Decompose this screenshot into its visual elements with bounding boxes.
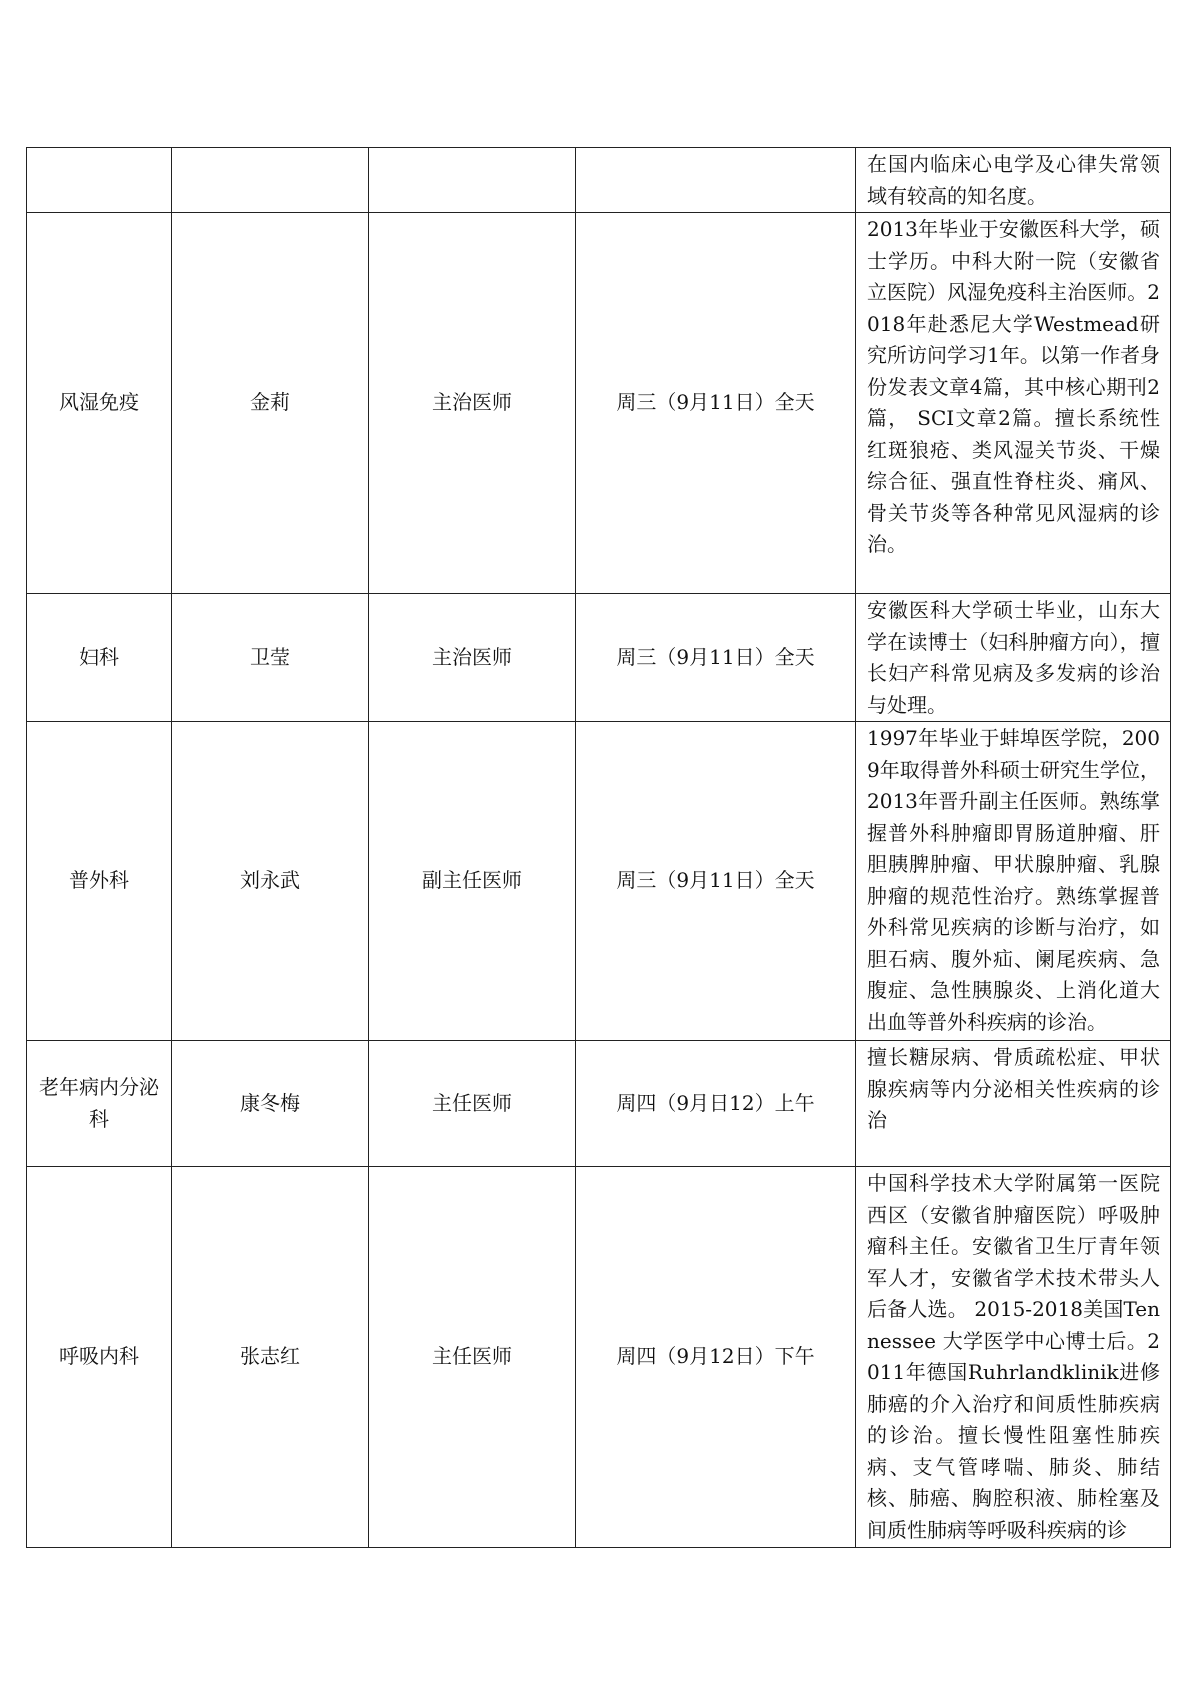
- doctor-description: 安徽医科大学硕士毕业，山东大学在读博士（妇科肿瘤方向），擅长妇产科常见病及多发病的诊治与处理。: [867, 598, 1160, 717]
- department-label: 呼吸内科: [59, 1344, 139, 1369]
- doctor-schedule-table: [26, 147, 1171, 1548]
- title-cell: [369, 722, 576, 1041]
- doctor-cell: [172, 1041, 369, 1167]
- doctor-name: 卫莹: [250, 644, 290, 669]
- title-cell: [369, 1167, 576, 1548]
- doctor-name: 张志红: [240, 1344, 300, 1369]
- table-row: [27, 148, 1171, 213]
- department-cell: [27, 213, 172, 594]
- time-cell: [576, 722, 856, 1041]
- table-row: [27, 1041, 1171, 1167]
- department-label: 风湿免疫: [59, 390, 139, 415]
- time-cell: [576, 1041, 856, 1167]
- doctor-cell: [172, 1167, 369, 1548]
- doctor-title: 主治医师: [432, 390, 512, 415]
- doctor-description: 1997年毕业于蚌埠医学院，2009年取得普外科硕士研究生学位，2013年晋升副主任医师。熟练掌握普外科肿瘤即胃肠道肿瘤、肝胆胰脾肿瘤、甲状腺肿瘤、乳腺肿瘤的规范性治疗。熟练掌握普外科常见疾病的诊断与治疗，如胆石病、腹外疝、阑尾疾病、急腹症、急性胰腺炎、上消化道大出血等普外科疾病的诊治。: [867, 726, 1160, 1034]
- title-cell: [369, 594, 576, 722]
- time-cell: [576, 1167, 856, 1548]
- doctor-title: 副主任医师: [422, 868, 522, 893]
- doctor-title: 主任医师: [432, 1090, 512, 1115]
- department-cell: [27, 148, 172, 213]
- doctor-cell: [172, 148, 369, 213]
- time-cell: [576, 594, 856, 722]
- table-row: [27, 722, 1171, 1041]
- description-cell: [856, 1041, 1171, 1167]
- doctor-cell: [172, 213, 369, 594]
- doctor-name: 康冬梅: [240, 1090, 300, 1115]
- department-cell: [27, 722, 172, 1041]
- doctor-name: 刘永武: [240, 868, 300, 893]
- description-cell: [856, 1167, 1171, 1548]
- description-cell: [856, 722, 1171, 1041]
- time-cell: [576, 213, 856, 594]
- doctor-description: 擅长糖尿病、骨质疏松症、甲状腺疾病等内分泌相关性疾病的诊治: [867, 1045, 1160, 1132]
- title-cell: [369, 1041, 576, 1167]
- department-cell: [27, 1041, 172, 1167]
- table-row: [27, 1167, 1171, 1548]
- table-row: [27, 594, 1171, 722]
- doctor-cell: [172, 594, 369, 722]
- doctor-title: 主治医师: [432, 644, 512, 669]
- clinic-time: 周四（9月12日）下午: [616, 1344, 815, 1369]
- description-cell: [856, 213, 1171, 594]
- doctor-description: 2013年毕业于安徽医科大学，硕士学历。中科大附一院（安徽省立医院）风湿免疫科主治医师。2018年赴悉尼大学Westmead研究所访问学习1年。以第一作者身份发表文章4篇，其中核心期刊2篇， SCI文章2篇。擅长系统性红斑狼疮、类风湿关节炎、干燥综合征、强直性脊柱炎、痛风、骨关节炎等各种常见风湿病的诊治。: [867, 217, 1160, 556]
- clinic-time: 周三（9月11日）全天: [616, 868, 815, 893]
- department-label: 普外科: [69, 868, 129, 893]
- doctor-description: 中国科学技术大学附属第一医院西区（安徽省肿瘤医院）呼吸肿瘤科主任。安徽省卫生厅青年领军人才，安徽省学术技术带头人后备人选。 2015-2018美国Tennessee 大学医学中心博士后。2011年德国Ruhrlandklinik进修肺癌的介入治疗和间质性肺疾病的诊治。擅长慢性阻塞性肺疾病、支气管哮喘、肺炎、肺结核、肺癌、胸腔积液、肺栓塞及间质性肺病等呼吸科疾病的诊: [867, 1171, 1160, 1542]
- department-label: 老年病内分泌科: [39, 1075, 159, 1131]
- title-cell: [369, 148, 576, 213]
- table-row: [27, 213, 1171, 594]
- doctor-name: 金莉: [250, 390, 290, 415]
- doctor-description: 在国内临床心电学及心律失常领域有较高的知名度。: [867, 152, 1160, 208]
- time-cell: [576, 148, 856, 213]
- description-cell: [856, 594, 1171, 722]
- department-label: 妇科: [79, 644, 119, 669]
- doctor-cell: [172, 722, 369, 1041]
- department-cell: [27, 1167, 172, 1548]
- clinic-time: 周三（9月11日）全天: [616, 644, 815, 669]
- clinic-time: 周四（9月日12）上午: [616, 1090, 815, 1115]
- description-cell: [856, 148, 1171, 213]
- department-cell: [27, 594, 172, 722]
- doctor-title: 主任医师: [432, 1344, 512, 1369]
- clinic-time: 周三（9月11日）全天: [616, 390, 815, 415]
- title-cell: [369, 213, 576, 594]
